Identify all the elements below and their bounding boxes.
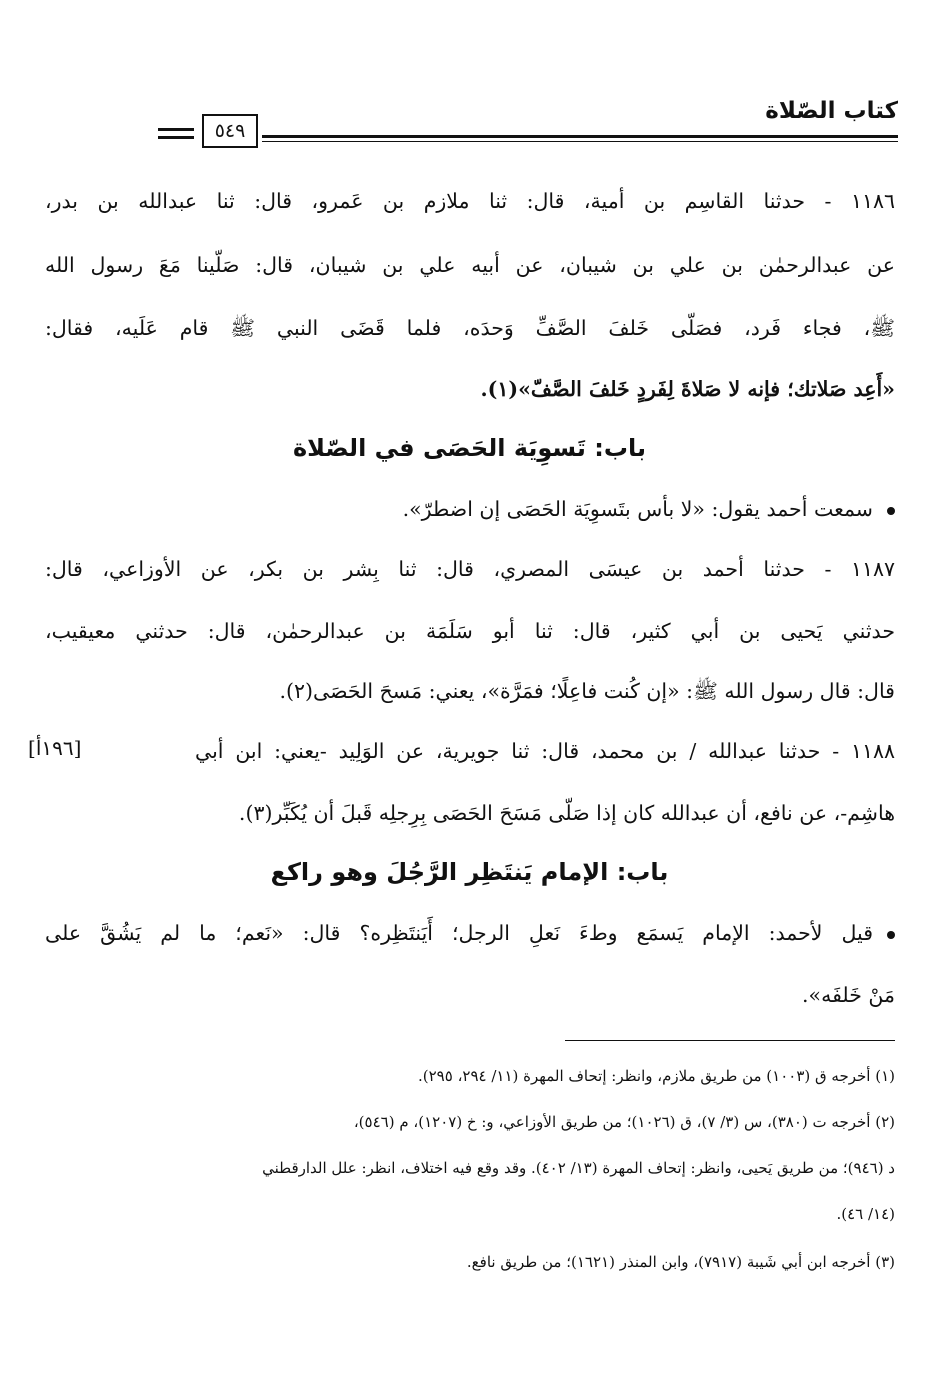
header-rule [262,135,898,138]
chapter-heading: باب: تَسوِيَة الحَصَى في الصّلاة [293,434,646,462]
bullet-statement [45,918,895,948]
bullet-text: سمعت أحمد يقول: «لا بأس بتَسوِيَة الحَصَى إن اضطرّ». [402,497,873,521]
manuscript-folio-marker: [١٩٦أ] [28,736,82,760]
hadith-1186-line: عن عبدالرحمٰن بن علي بن شيبان، عن أبيه علي بن شيبان، قال: صَلّينا مَعَ رسول الله [45,253,895,277]
footnote: (١٤/ ٤٦). [836,1205,895,1223]
header-short-rule [158,128,194,131]
page-header [158,96,898,152]
footnote-separator [565,1040,895,1041]
hadith-1186-line: ١١٨٦ - حدثنا القاسِم بن أمية، قال: ثنا ملازم بن عَمرو، قال: ثنا عبدالله بن بدر، [45,189,895,213]
page-number: ٥٤٩ [202,114,258,148]
bullet-icon [887,507,895,515]
header-short-rule [158,136,194,139]
chapter-heading: باب: الإمام يَنتَظِر الرَّجُلَ وهو راكع [270,858,669,886]
book-title: كتاب الصّلاة [765,98,898,124]
footnote: د (٩٤٦)؛ من طريق يَحيى، وانظر: إتحاف المهرة (١٣/ ٤٠٢). وقد وقع فيه اختلاف، انظر: علل الدارقطني [262,1159,895,1177]
bullet-icon [887,931,895,939]
footnote: (٢) أخرجه ت (٣٨٠)، س (٣/ ٧)، ق (١٠٢٦)؛ من طريق الأوزاعي، و: خ (١٢٠٧)، م (٥٤٦)، [353,1113,895,1131]
bullet-text: قيل لأحمد: الإمام يَسمَع وطءَ نَعلِ الرجل؛ أَيَنتَظِره؟ قال: «نَعم؛ ما لم يَشُقَّ على [45,921,873,945]
bullet-statement-continued: مَنْ خَلفَه». [802,983,895,1007]
footnote: (٣) أخرجه ابن أبي شَيبة (٧٩١٧)، وابن المنذر (١٦٢١)؛ من طريق نافع. [466,1253,895,1271]
hadith-1186-line: ﷺ، فجاء فَرد، فصَلّى خَلفَ الصَّفِّ وَحدَه، فلما قَضَى النبي ﷺ قام عَلَيه، فقال: [45,316,895,340]
hadith-1187-line: ١١٨٧ - حدثنا أحمد بن عيسَى المصري، قال: ثنا بِشر بن بكر، عن الأوزاعي، قال: [45,557,895,581]
hadith-1188-line: ١١٨٨ - حدثنا عبدالله / بن محمد، قال: ثنا جويرية، عن الوَلِيد -يعني: ابن أبي [195,739,895,763]
footnote: (١) أخرجه ق (١٠٠٣) من طريق ملازم، وانظر: إتحاف المهرة (١١/ ٢٩٤، ٢٩٥). [418,1067,895,1085]
hadith-1187-line: قال: قال رسول الله ﷺ: «إن كُنت فاعِلًا؛ فمَرَّة»، يعني: مَسحَ الحَصَى(٢). [279,679,895,703]
header-rule-thin [262,141,898,142]
hadith-1188-line: هاشِم-، عن نافع، أن عبدالله كان إذا صَلّى مَسَحَ الحَصَى بِرِجلِه قَبلَ أن يُكَبِّر(٣). [238,801,895,825]
bullet-statement [45,494,895,524]
hadith-1187-line: حدثني يَحيى بن أبي كثير، قال: ثنا أبو سَلَمَة بن عبدالرحمٰن، قال: حدثني معيقيب، [45,619,895,643]
hadith-1186-line: «أَعِد صَلاتك؛ فإنه لا صَلاةَ لِفَردٍ خَلفَ الصَّفّ»(١). [480,377,895,401]
